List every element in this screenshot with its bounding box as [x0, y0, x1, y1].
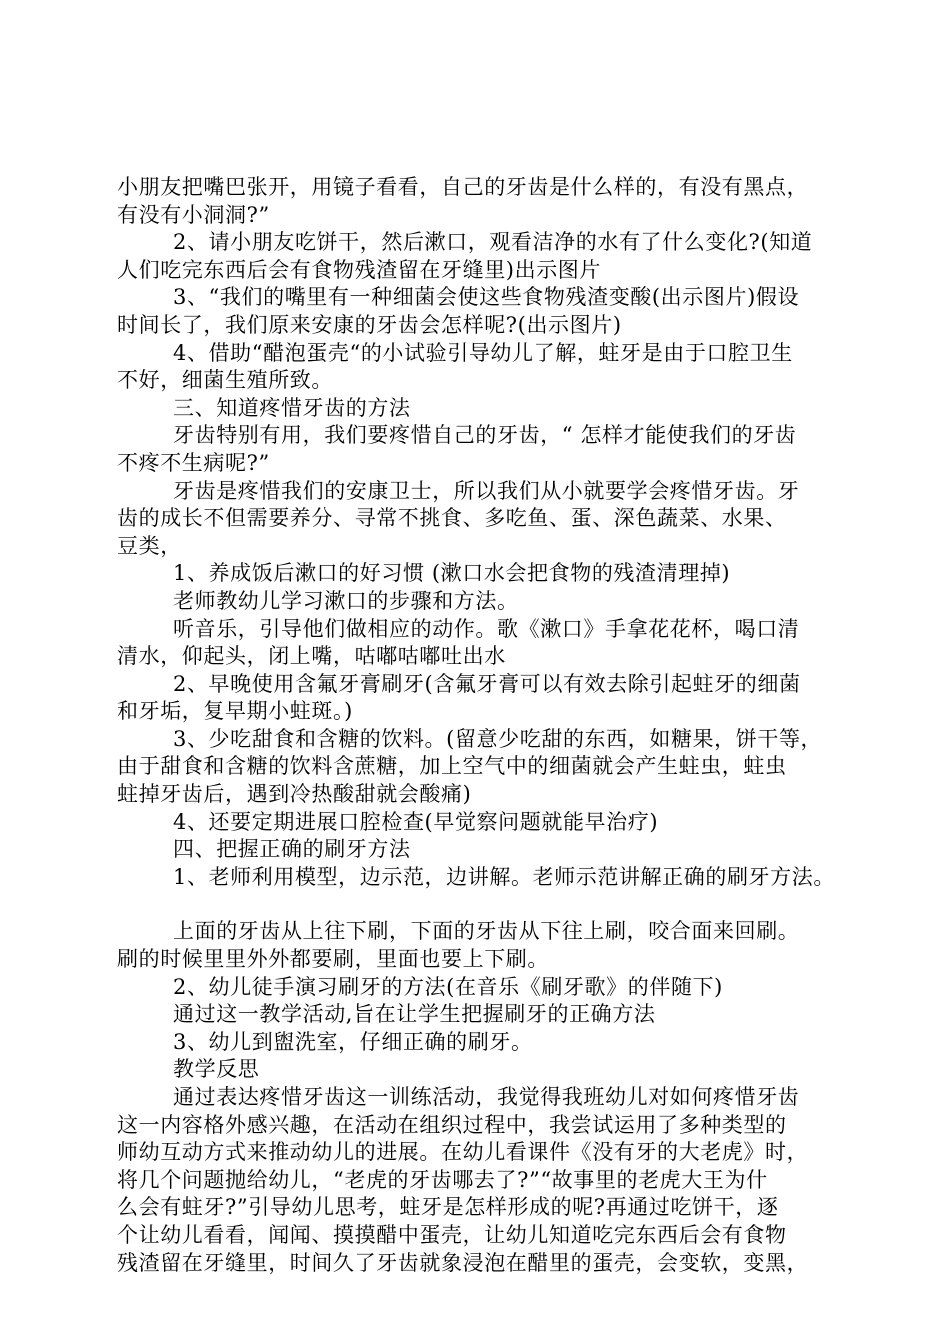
text-line: 清水，仰起头，闭上嘴，咕嘟咕嘟吐出水 [117, 644, 506, 669]
text-line: 四、把握正确的刷牙方法 [173, 837, 411, 862]
text-line: 人们吃完东西后会有食物残渣留在牙缝里)出示图片 [117, 257, 601, 282]
text-line: 师幼互动方式来推动幼儿的进展。在幼儿看课件《没有牙的大老虎》时， [117, 1140, 809, 1165]
text-line: 4、借助“醋泡蛋壳“的小试验引导幼儿了解，蛀牙是由于口腔卫生 [173, 340, 793, 365]
text-line: 个让幼儿看看，闻闻、摸摸醋中蛋壳，让幼儿知道吃完东西后会有食物 [117, 1222, 787, 1247]
text-line: 时间长了，我们原来安康的牙齿会怎样呢?(出示图片) [117, 312, 622, 337]
text-line: 将几个问题抛给幼儿，“老虎的牙齿哪去了?”“故事里的老虎大王为什 [117, 1167, 768, 1192]
text-line: 么会有蛀牙?”引导幼儿思考，蛀牙是怎样形成的呢?再通过吃饼干，逐 [117, 1195, 779, 1220]
text-line: 2、幼儿徒手演习刷牙的方法(在音乐《刷牙歌》的伴随下) [173, 974, 723, 999]
text-line: 2、请小朋友吃饼干，然后漱口，观看洁净的水有了什么变化?(知道 [173, 230, 813, 255]
text-line: 教学反思 [173, 1057, 260, 1082]
text-line: 这一内容格外感兴趣，在活动在组织过程中，我尝试运用了多种类型的 [117, 1112, 787, 1137]
text-line: 不好，细菌生殖所致。 [117, 368, 333, 393]
text-line: 通过表达疼惜牙齿这一训练活动，我觉得我班幼儿对如何疼惜牙齿 [173, 1085, 800, 1109]
text-line: 1、养成饭后漱口的好习惯 (漱口水会把食物的残渣清理掉) [173, 561, 731, 586]
text-line: 不疼不生病呢?” [117, 450, 270, 475]
text-line: 牙齿是疼惜我们的安康卫士，所以我们从小就要学会疼惜牙齿。牙 [173, 478, 800, 503]
text-line: 2、早晚使用含氟牙膏刷牙(含氟牙膏可以有效去除引起蛀牙的细菌 [173, 671, 801, 696]
text-line: 残渣留在牙缝里，时间久了牙齿就象浸泡在醋里的蛋壳，会变软，变黑， [117, 1250, 809, 1275]
text-line: 刷的时候里里外外都要刷，里面也要上下刷。 [117, 947, 549, 972]
text-line: 3、少吃甜食和含糖的饮料。(留意少吃甜的东西，如糖果，饼干等， [173, 726, 823, 751]
text-line: 由于甜食和含糖的饮料含蔗糖，加上空气中的细菌就会产生蛀虫，蛀虫 [117, 754, 787, 779]
text-line: 三、知道疼惜牙齿的方法 [173, 395, 411, 420]
document-body [117, 174, 847, 1277]
text-line: 有没有小洞洞?” [117, 202, 270, 227]
text-line: 老师教幼儿学习漱口的步骤和方法。 [173, 588, 519, 613]
text-line: 牙齿特别有用，我们要疼惜自己的牙齿，“ 怎样才能使我们的牙齿 [173, 423, 797, 448]
text-line: 听音乐，引导他们做相应的动作。歌《漱口》手拿花花杯，喝口清 [173, 616, 800, 641]
text-line: 通过这一教学活动,旨在让学生把握刷牙的正确方法 [173, 1002, 656, 1027]
text-line: 3、“我们的嘴里有一种细菌会使这些食物残渣变酸(出示图片)假设 [173, 285, 800, 310]
blank-line [117, 891, 847, 918]
text-line: 4、还要定期进展口腔检查(早觉察问题就能早治疗) [173, 809, 659, 834]
text-line: 1、老师利用模型，边示范，边讲解。老师示范讲解正确的刷牙方法。 [173, 864, 835, 889]
text-line: 和牙垢，复早期小蛀斑。) [117, 699, 353, 724]
text-line: 上面的牙齿从上往下刷，下面的牙齿从下往上刷，咬合面来回刷。 [173, 919, 800, 944]
text-line: 小朋友把嘴巴张开，用镜子看看，自己的牙齿是什么样的，有没有黑点， [117, 175, 809, 199]
text-line: 3、幼儿到盥洗室，仔细正确的刷牙。 [173, 1029, 533, 1054]
text-line: 豆类， [117, 533, 182, 558]
text-line: 齿的成长不但需要养分、寻常不挑食、多吃鱼、蛋、深色蔬菜、水果、 [117, 506, 787, 531]
text-line: 蛀掉牙齿后，遇到冷热酸甜就会酸痛) [117, 782, 472, 807]
